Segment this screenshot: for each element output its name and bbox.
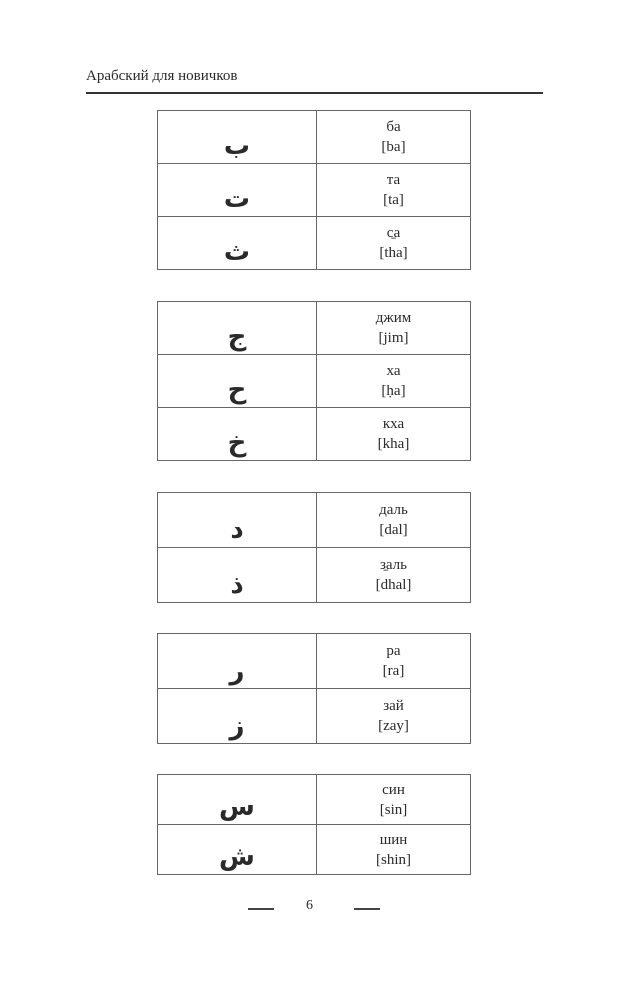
arabic-letter: ج (158, 302, 317, 355)
arabic-letter: س (158, 775, 317, 825)
arabic-letter: ت (158, 164, 317, 217)
transliteration: [ta] (383, 192, 404, 208)
letter-name: та (386, 172, 401, 188)
arabic-letter: خ (158, 408, 317, 461)
header-rule (86, 92, 543, 94)
letter-row (158, 164, 471, 217)
letter-name-cell (317, 355, 471, 408)
letter-table (157, 110, 471, 270)
letter-name-cell (317, 111, 471, 164)
arabic-letter: ر (158, 634, 317, 689)
letter-name: с̱а (386, 225, 401, 241)
transliteration: [jim] (378, 330, 409, 346)
transliteration: [dal] (379, 522, 408, 538)
letter-row (158, 217, 471, 270)
letter-name: ха (386, 363, 401, 379)
letter-name: кха (382, 416, 405, 432)
arabic-letter: ث (158, 217, 317, 270)
letter-name-cell (317, 689, 471, 744)
letter-row (158, 408, 471, 461)
letter-name-cell (317, 408, 471, 461)
footer-dash-right (354, 908, 380, 910)
transliteration: [ra] (382, 663, 405, 679)
transliteration: [dhal] (375, 577, 412, 593)
arabic-letter: ذ (158, 548, 317, 603)
letter-row (158, 493, 471, 548)
letter-name-cell (317, 217, 471, 270)
running-header: Арабский для новичков (86, 68, 238, 84)
transliteration: [sin] (379, 801, 408, 818)
arabic-letter: ز (158, 689, 317, 744)
letter-row (158, 355, 471, 408)
arabic-letter: ش (158, 825, 317, 875)
letter-name-cell (317, 548, 471, 603)
letter-name: шин (379, 831, 408, 848)
letter-row (158, 775, 471, 825)
letter-row (158, 689, 471, 744)
letter-name: ра (386, 643, 401, 659)
letter-name-cell (317, 634, 471, 689)
letter-name: син (382, 781, 405, 798)
letter-row (158, 111, 471, 164)
letter-name: зай (383, 698, 404, 714)
letter-name-cell (317, 302, 471, 355)
letter-name: джим (375, 310, 412, 326)
transliteration: [ba] (381, 139, 406, 155)
letter-table (157, 633, 471, 744)
letter-name-cell (317, 493, 471, 548)
letter-table (157, 301, 471, 461)
letter-table (157, 492, 471, 603)
letter-row (158, 302, 471, 355)
transliteration: [zay] (378, 718, 409, 734)
letter-row (158, 825, 471, 875)
letter-name: даль (379, 502, 408, 518)
letter-name: ба (386, 119, 401, 135)
letter-name-cell (317, 775, 471, 825)
transliteration: [tha] (379, 245, 408, 261)
letter-row (158, 634, 471, 689)
letter-name-cell (317, 825, 471, 875)
transliteration: [kha] (377, 436, 410, 452)
arabic-letter: ب (158, 111, 317, 164)
letter-table (157, 774, 471, 875)
arabic-letter: ح (158, 355, 317, 408)
arabic-letter: د (158, 493, 317, 548)
letter-name-cell (317, 164, 471, 217)
letter-name: з̱аль (379, 557, 408, 573)
letter-row (158, 548, 471, 603)
transliteration: [ḥa] (381, 383, 406, 399)
page-number: 6 (306, 898, 313, 913)
transliteration: [shin] (376, 851, 411, 868)
